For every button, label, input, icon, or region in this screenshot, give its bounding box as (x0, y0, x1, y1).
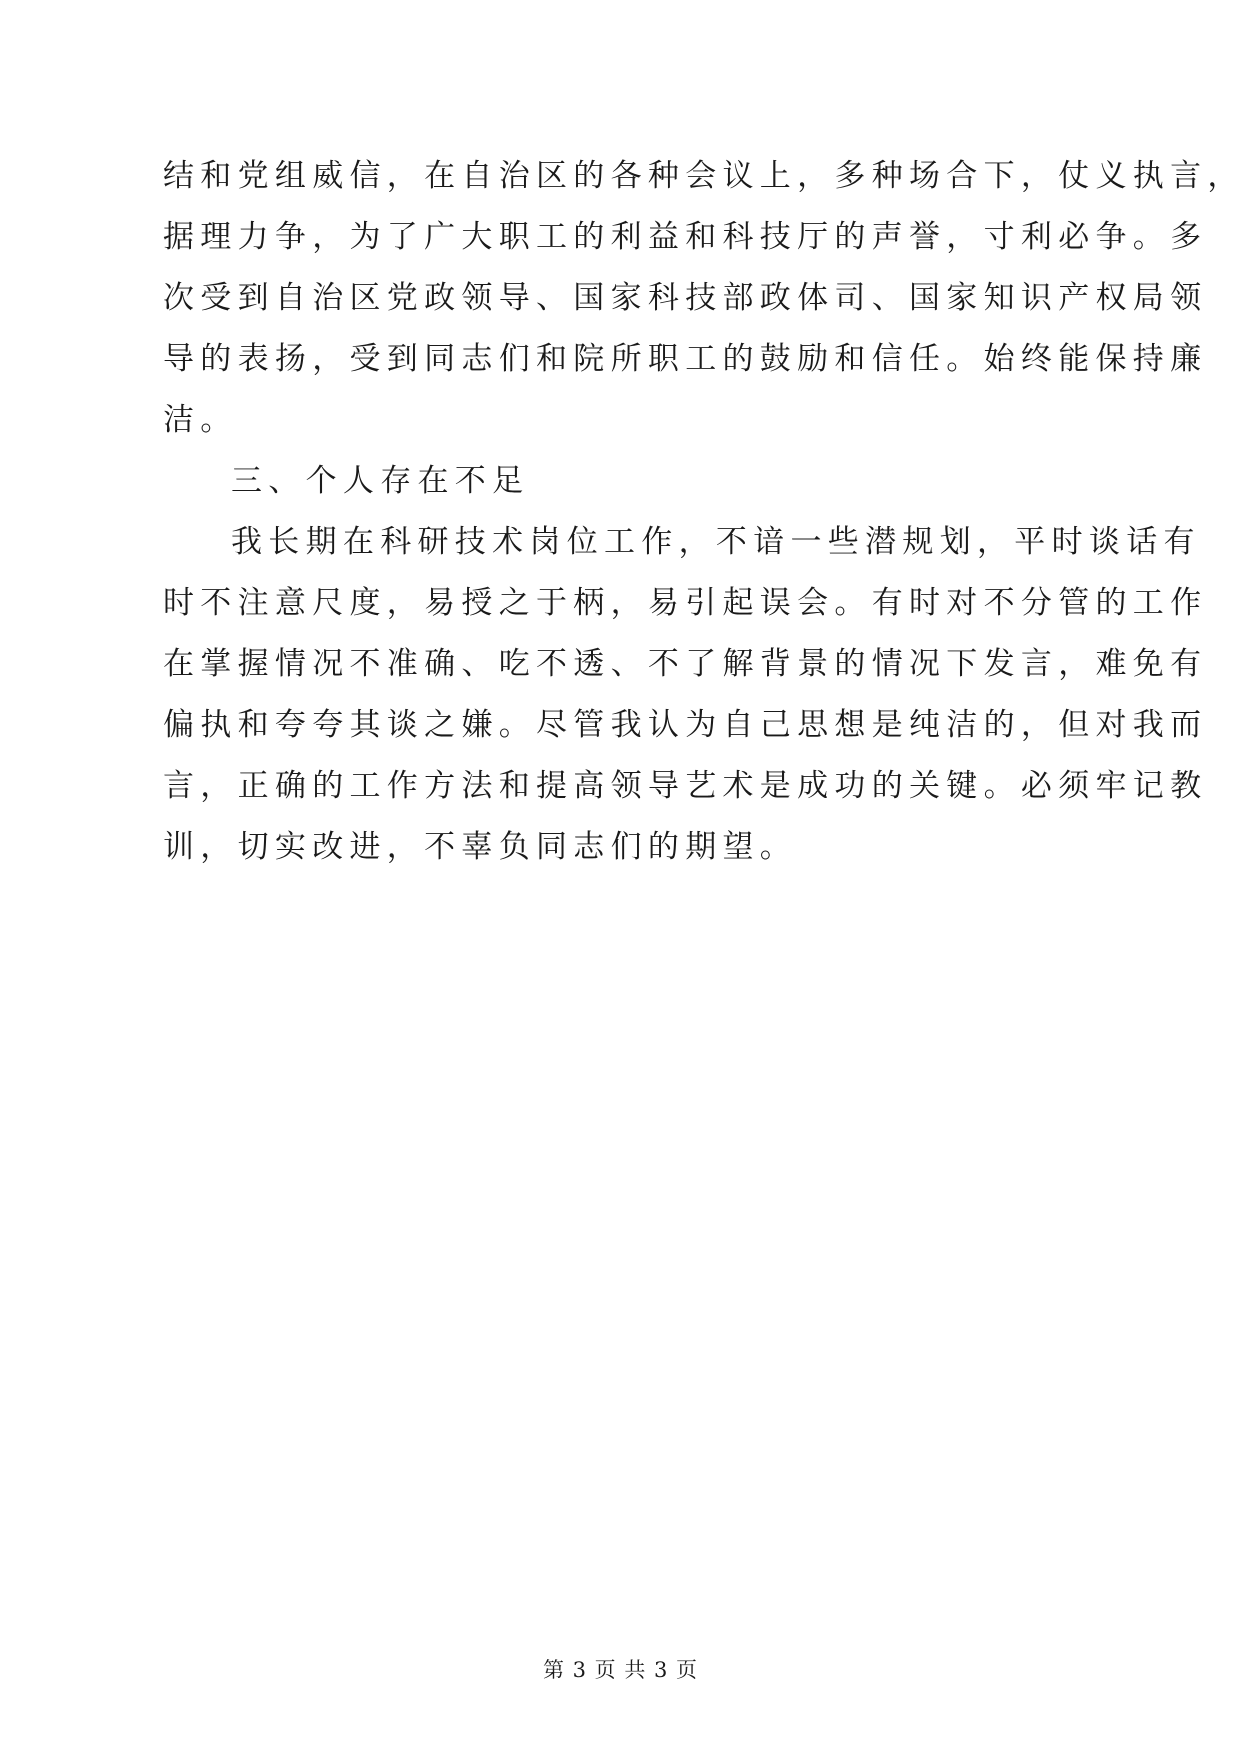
paragraph-line: 时不注意尺度，易授之于柄，易引起误会。有时对不分管的工作 (163, 585, 1208, 621)
section-heading: 三、个人存在不足 (231, 463, 530, 499)
paragraph-line: 言，正确的工作方法和提高领导艺术是成功的关键。必须牢记教 (163, 768, 1208, 804)
paragraph-line: 据理力争，为了广大职工的利益和科技厅的声誉，寸利必争。多 (163, 219, 1208, 255)
page-number-footer: 第 3 页 共 3 页 (542, 1658, 699, 1682)
paragraph-line: 导的表扬，受到同志们和院所职工的鼓励和信任。始终能保持廉 (163, 341, 1208, 377)
paragraph-line: 我长期在科研技术岗位工作，不谙一些潜规划，平时谈话有 (231, 524, 1201, 560)
paragraph-line: 偏执和夸夸其谈之嫌。尽管我认为自己思想是纯洁的，但对我而 (163, 707, 1208, 743)
paragraph-line: 洁。 (163, 402, 238, 438)
paragraph-line: 结和党组威信，在自治区的各种会议上，多种场合下，仗义执言， (163, 158, 1245, 194)
paragraph-line: 在掌握情况不准确、吃不透、不了解背景的情况下发言，难免有 (163, 646, 1208, 682)
paragraph-line: 次受到自治区党政领导、国家科技部政体司、国家知识产权局领 (163, 280, 1208, 316)
document-body (163, 146, 1245, 878)
paragraph-line: 训，切实改进，不辜负同志们的期望。 (163, 829, 798, 865)
